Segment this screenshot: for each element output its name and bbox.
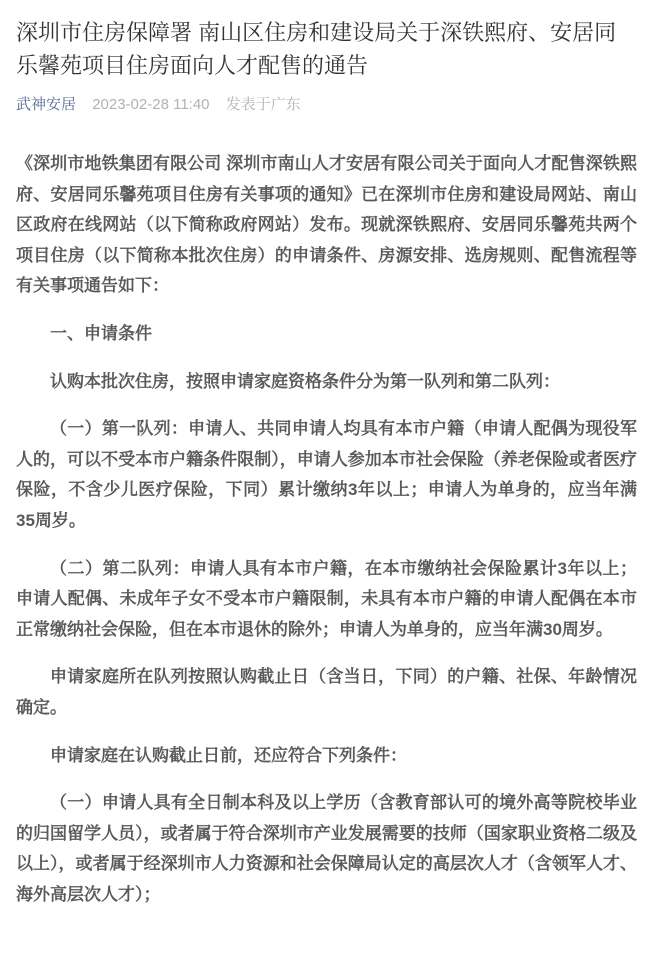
paragraph: 《深圳市地铁集团有限公司 深圳市南山人才安居有限公司关于面向人才配售深铁熙府、安居同乐馨苑项目住房有关事项的通知》已在深圳市住房和建设局网站、南山区政府在线网站（以下简称政府网站）发布。现就深铁熙府、安居同乐馨苑共两个项目住房（以下简称本批次住房）的申请条件、房源安排、选房规则、配售流程等有关事项通告如下： xyxy=(16,154,637,296)
article-body xyxy=(16,149,637,910)
article-title: 深圳市住房保障署 南山区住房和建设局关于深铁熙府、安居同乐馨苑项目住房面向人才配售的通告 xyxy=(16,20,617,78)
paragraph: （二）第二队列：申请人具有本市户籍，在本市缴纳社会保险累计3年以上；申请人配偶、未成年子女不受本市户籍限制，未具有本市户籍的申请人配偶在本市正常缴纳社会保险，但在本市退休的除外；申请人为单身的，应当年满30周岁。 xyxy=(16,558,637,639)
paragraph: （一）第一队列：申请人、共同申请人均具有本市户籍（申请人配偶为现役军人的，可以不受本市户籍条件限制），申请人参加本市社会保险（养老保险或者医疗保险，不含少儿医疗保险，下同）累计缴纳3年以上；申请人为单身的，应当年满35周岁。 xyxy=(16,419,637,530)
paragraph: 申请家庭所在队列按照认购截止日（含当日，下同）的户籍、社保、年龄情况确定。 xyxy=(16,667,637,717)
publish-location: 发表于广东 xyxy=(225,96,301,113)
paragraph: （一）申请人具有全日制本科及以上学历（含教育部认可的境外高等院校毕业的归国留学人员），或者属于符合深圳市产业发展需要的技师（国家职业资格二级及以上），或者属于经深圳市人力资源和社会保障局认定的高层次人才（含领军人才、海外高层次人才）； xyxy=(16,793,637,904)
paragraph: 申请家庭在认购截止日前，还应符合下列条件： xyxy=(50,745,407,765)
paragraph: 认购本批次住房，按照申请家庭资格条件分为第一队列和第二队列： xyxy=(50,371,560,391)
paragraph: 一、申请条件 xyxy=(50,323,152,343)
account-name[interactable]: 武神安居 xyxy=(16,96,77,113)
publish-date: 2023-02-28 11:40 xyxy=(92,96,210,113)
meta-row xyxy=(16,94,637,115)
